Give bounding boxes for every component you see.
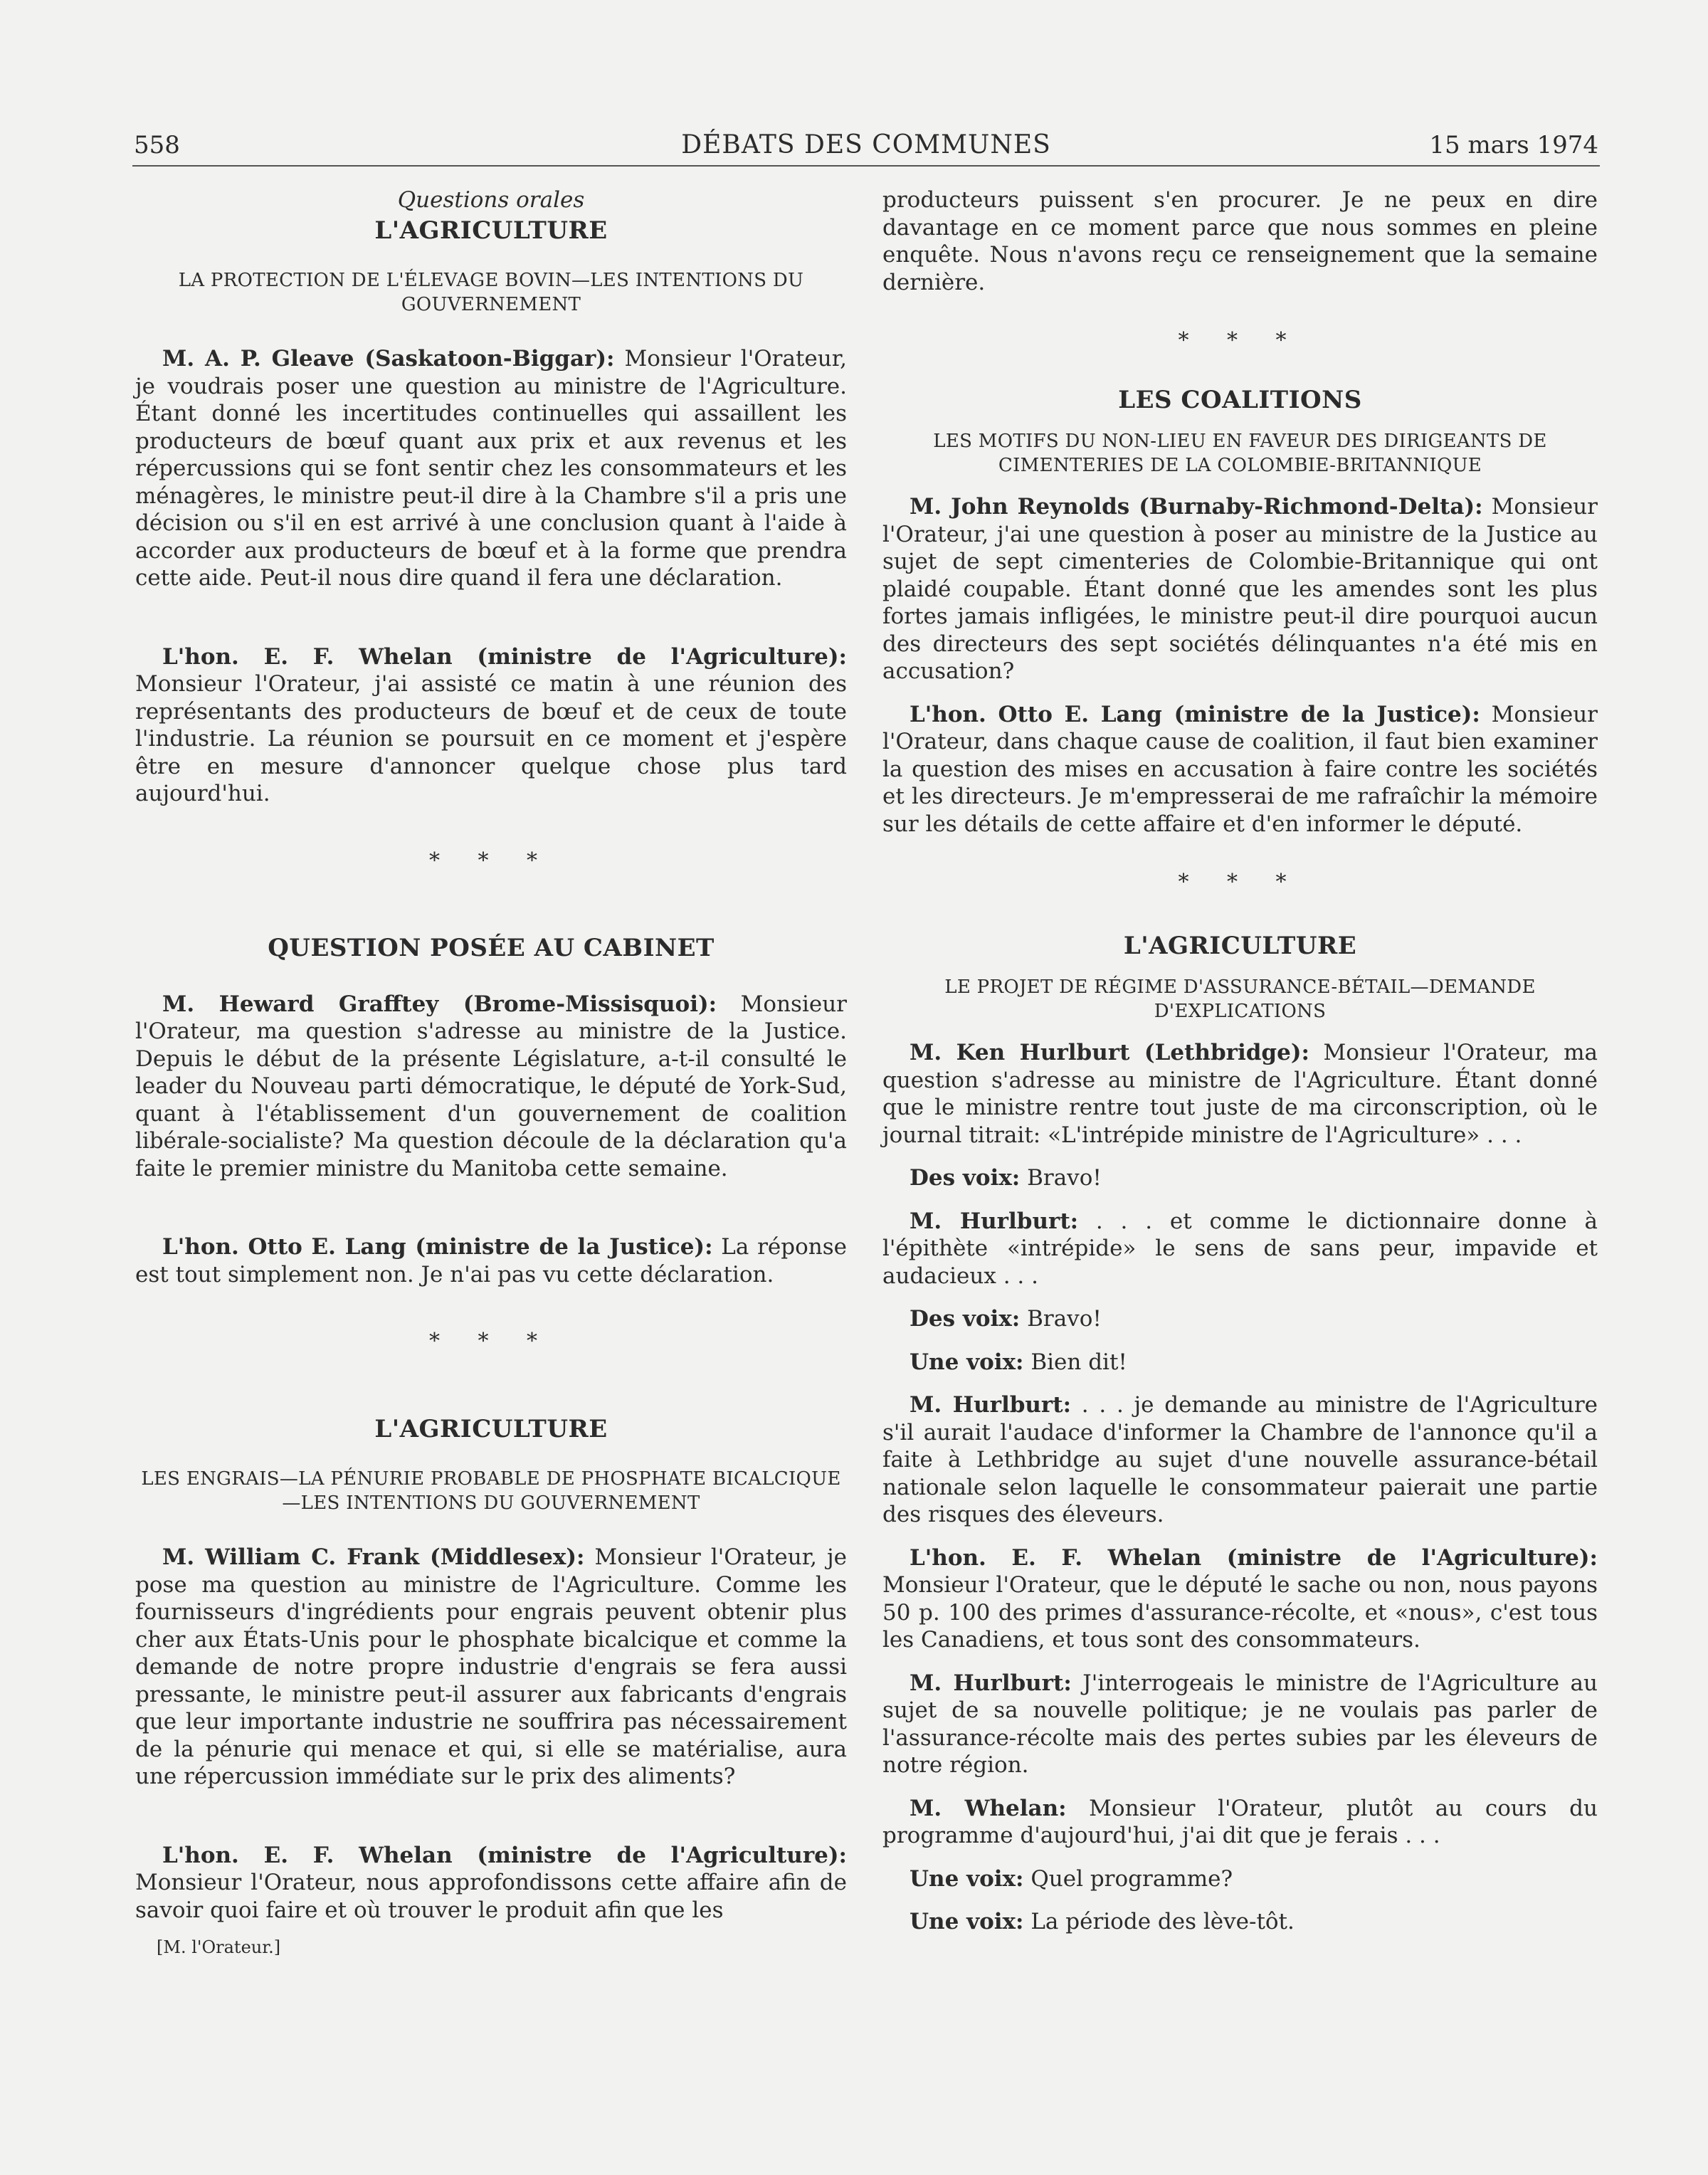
speech-paragraph: [135, 345, 847, 592]
speaker-name: Une voix:: [910, 1865, 1024, 1892]
speaker-name: M. Whelan:: [910, 1795, 1067, 1821]
speech-paragraph: [135, 991, 847, 1183]
speaker-name: L'hon. Otto E. Lang (ministre de la Justice):: [910, 701, 1480, 727]
speech-continuation: producteurs puissent s'en procurer. Je ne peux en dire davantage en ce moment parce que nous sommes en pleine enquête. Nous n'avons reçu ce renseignement que la semaine dernière.: [882, 187, 1598, 295]
speaker-name: Une voix:: [910, 1909, 1024, 1934]
speaker-name: Des voix:: [910, 1165, 1021, 1191]
speech-text: Monsieur l'Orateur, dans chaque cause de coalition, il faut bien examiner la question des mises en accusation à faire contre les sociétés et les directeurs. Je m'empresserai de me rafraîchir la mémoire sur les détails de cette affaire et d'en informer le député.: [882, 701, 1598, 837]
speaker-name: M. A. P. Gleave (Saskatoon-Biggar):: [162, 346, 615, 372]
speech-text: Monsieur l'Orateur, je pose ma question au ministre de l'Agriculture. Comme les fournisseurs d'ingrédients pour engrais peuvent obtenir plus cher aux États-Unis pour le phosphate bicalcique et comme la demande de notre propre industrie d'engrais se fera aussi pressante, le ministre peut-il assurer aux fabricants d'engrais que leur importante industrie ne souffrira pas nécessairement de la pénurie qui menace et qui, si elle se matérialise, aura une répercussion immédiate sur le prix des aliments?: [135, 1544, 847, 1789]
speaker-name: M. Hurlburt:: [910, 1392, 1072, 1418]
section-heading: LES COALITIONS: [1118, 385, 1362, 414]
speech-paragraph: [882, 1795, 1598, 1850]
section-rubric: Questions orales: [397, 187, 585, 213]
speech-paragraph: [882, 1349, 1598, 1376]
section-separator: * * *: [428, 1329, 554, 1354]
speech-paragraph: [882, 1670, 1598, 1779]
speech-paragraph: [882, 1544, 1598, 1654]
speech-text: Bien dit!: [1023, 1349, 1127, 1375]
section-heading: QUESTION POSÉE AU CABINET: [268, 934, 715, 962]
right-column: [882, 186, 1598, 1936]
speech-text: Monsieur l'Orateur, nous approfondissons cette affaire afin de savoir quoi faire et où trouver le produit afin que les: [135, 1870, 847, 1923]
speech-paragraph: [135, 1842, 847, 1924]
section-subheading: LES MOTIFS DU NON-LIEU EN FAVEUR DES DIRIGEANTS DE CIMENTERIES DE LA COLOMBIE-BRITANNIQUE: [933, 431, 1547, 476]
section-heading: L'AGRICULTURE: [1123, 931, 1357, 960]
speech-text: La période des lève-tôt.: [1023, 1909, 1295, 1934]
section-subheading: LE PROJET DE RÉGIME D'ASSURANCE-BÉTAIL—DEMANDE D'EXPLICATIONS: [944, 976, 1536, 1022]
speech-paragraph: [882, 493, 1598, 685]
section-separator: * * *: [1178, 870, 1302, 895]
section-separator: * * *: [1178, 328, 1302, 353]
speech-text: Monsieur l'Orateur, ma question s'adresse au ministre de l'Agriculture. Étant donné que le ministre rentre tout juste de ma circonscription, où le journal titrait: «L'intrépide ministre de l'Agriculture» . . .: [882, 1040, 1598, 1148]
speaker-name: M. John Reynolds (Burnaby-Richmond-Delta):: [910, 494, 1483, 520]
speaker-name: M. Hurlburt:: [910, 1208, 1079, 1234]
speaker-name: L'hon. E. F. Whelan (ministre de l'Agriculture):: [162, 1842, 847, 1868]
left-column: [135, 186, 847, 1961]
page-number: 558: [134, 131, 180, 159]
speaker-name: Des voix:: [910, 1306, 1021, 1332]
speech-paragraph: [882, 1391, 1598, 1529]
speaker-name: Une voix:: [910, 1349, 1024, 1375]
speech-paragraph: [882, 1208, 1598, 1290]
section-subheading: LA PROTECTION DE L'ÉLEVAGE BOVIN—LES INTENTIONS DU GOUVERNEMENT: [178, 270, 804, 315]
speech-paragraph: [882, 1908, 1598, 1936]
speech-text: Monsieur l'Orateur, plutôt au cours du programme d'aujourd'hui, j'ai dit que je ferais . . .: [882, 1795, 1598, 1848]
section-subheading: LES ENGRAIS—LA PÉNURIE PROBABLE DE PHOSPHATE BICALCIQUE—LES INTENTIONS DU GOUVERNEMENT: [141, 1468, 841, 1514]
speech-text: Monsieur l'Orateur, j'ai une question à poser au ministre de la Justice au sujet de sept cimenteries de Colombie-Britannique qui ont plaidé coupable. Étant donné que les amendes sont les plus fortes jamais infligées, le ministre peut-il dire pourquoi aucun des directeurs des sept sociétés délinquantes n'a été mis en accusation?: [882, 494, 1598, 684]
speaker-name: M. William C. Frank (Middlesex):: [162, 1544, 585, 1570]
speech-text: La réponse est tout simplement non. Je n'ai pas vu cette déclaration.: [135, 1234, 847, 1287]
speaker-name: L'hon. E. F. Whelan (ministre de l'Agriculture):: [910, 1544, 1598, 1571]
speech-text: Bravo!: [1020, 1306, 1102, 1332]
speaker-name: M. Heward Grafftey (Brome-Missisquoi):: [162, 991, 717, 1017]
speech-paragraph: [882, 701, 1598, 838]
speech-text: Monsieur l'Orateur, je voudrais poser une question au ministre de l'Agriculture. Étant donné les incertitudes continuelles qui assaillent les producteurs de bœuf quant aux prix et aux revenus et les répercussions qui se font sentir chez les consommateurs et les ménagères, le ministre peut-il dire à la Chambre s'il a pris une décision ou s'il en est arrivé à une conclusion quant à l'aide à accorder aux producteurs de bœuf et à la forme que prendra cette aide. Peut-il nous dire quand il fera une déclaration.: [135, 346, 847, 591]
section-heading: L'AGRICULTURE: [374, 1414, 608, 1443]
running-header: [132, 130, 1600, 167]
speech-paragraph: [135, 643, 847, 808]
speech-text: Bravo!: [1020, 1165, 1102, 1191]
speaker-name: L'hon. E. F. Whelan (ministre de l'Agriculture):: [162, 643, 847, 670]
issue-date: 15 mars 1974: [1429, 131, 1598, 159]
speech-paragraph: [135, 1233, 847, 1288]
speaker-name: M. Hurlburt:: [910, 1670, 1072, 1696]
speech-text: Monsieur l'Orateur, ma question s'adresse au ministre de la Justice. Depuis le début de la présente Législature, a-t-il consulté le leader du Nouveau parti démocratique, le député de York-Sud, quant à l'établissement d'un gouvernement de coalition libérale-socialiste? Ma question découle de la déclaration qu'a faite le premier ministre du Manitoba cette semaine.: [135, 991, 847, 1181]
footer-note: [M. l'Orateur.]: [157, 1937, 281, 1957]
speech-paragraph: [882, 1865, 1598, 1893]
speech-paragraph: [135, 1544, 847, 1791]
speech-paragraph: [882, 1305, 1598, 1333]
speech-text: . . . et comme le dictionnaire donne à l'épithète «intrépide» le sens de sans peur, impavide et audacieux . . .: [882, 1208, 1598, 1289]
speech-paragraph: [882, 1039, 1598, 1149]
speech-text: Monsieur l'Orateur, que le député le sache ou non, nous payons 50 p. 100 des primes d'assurance-récolte, et «nous», c'est tous les Canadiens, et tous sont des consommateurs.: [882, 1572, 1598, 1653]
speech-text: J'interrogeais le ministre de l'Agriculture au sujet de sa nouvelle politique; je ne voulais pas parler de l'assurance-récolte mais des pertes subies par les éleveurs de notre région.: [882, 1670, 1598, 1778]
section-heading: L'AGRICULTURE: [374, 216, 608, 245]
section-separator: * * *: [428, 848, 554, 873]
speaker-name: M. Ken Hurlburt (Lethbridge):: [910, 1040, 1309, 1065]
speaker-name: L'hon. Otto E. Lang (ministre de la Justice):: [162, 1234, 713, 1260]
speech-text: Monsieur l'Orateur, j'ai assisté ce matin à une réunion des représentants des producteurs de bœuf et de ceux de toute l'industrie. La réunion se poursuit en ce moment et j'espère être en mesure d'annoncer quelque chose plus tard aujourd'hui.: [135, 671, 847, 806]
publication-title: DÉBATS DES COMMUNES: [681, 130, 1051, 159]
speech-paragraph: [882, 1164, 1598, 1192]
speech-text: Quel programme?: [1023, 1865, 1233, 1892]
speech-text: . . . je demande au ministre de l'Agriculture s'il aurait l'audace d'informer la Chambre de l'annonce qu'il a faite à Lethbridge au sujet d'une nouvelle assurance-bétail nationale selon laquelle le consommateur paierait une partie des risques des éleveurs.: [882, 1392, 1598, 1527]
